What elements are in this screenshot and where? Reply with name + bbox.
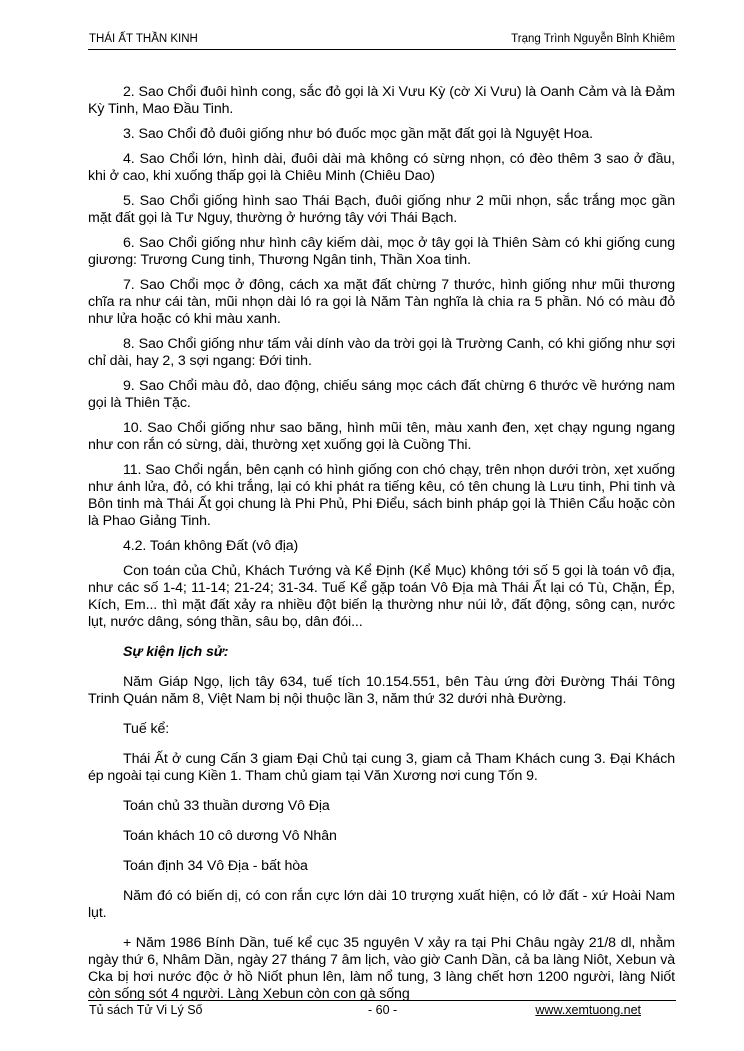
subheading-tue-ke: Tuế kể:	[123, 721, 170, 737]
paragraph: 6. Sao Chổi giống như hình cây kiếm dài, mọc ở tây gọi là Thiên Sàm có khi giống cung giương: Trương Cung tinh, Thương Ngân tinh, Thần Xoa tinh.	[88, 235, 675, 268]
page-header	[88, 30, 675, 48]
footer-website-link[interactable]: www.xemtuong.net	[535, 1003, 641, 1017]
paragraph: 10. Sao Chổi giống như sao băng, hình mũi tên, màu xanh đen, xẹt chạy ngung ngang như con rắn có sừng, dài, thường xẹt xuống gọi là Cuồng Thi.	[88, 420, 675, 453]
paragraph: Thái Ất ở cung Cấn 3 giam Đại Chủ tại cung 3, giam cả Tham Khách cung 3. Đại Khách ép ngoài tại cung Kiền 1. Tham chủ giam tại Văn Xương nơi cung Tốn 9.	[88, 751, 675, 784]
header-book-title: THÁI ẤT THẦN KINH	[89, 33, 198, 45]
section-heading: 4.2. Toán không Đất (vô địa)	[123, 538, 299, 554]
paragraph: 5. Sao Chổi giống hình sao Thái Bạch, đuôi giống như 2 mũi nhọn, sắc trắng mọc gần mặt đất gọi là Tư Nguy, thường ở hướng tây với Thái Bạch.	[88, 193, 675, 226]
page-footer	[88, 1003, 676, 1021]
paragraph: 4. Sao Chổi lớn, hình dài, đuôi dài mà không có sừng nhọn, có đèo thêm 3 sao ở đầu, khi ở cao, khi xuống thấp gọi là Chiêu Minh (Chiêu Dao)	[88, 151, 675, 184]
header-author: Trạng Trình Nguyễn Bỉnh Khiêm	[511, 33, 675, 45]
footer-series-title: Tủ sách Tử Vi Lý Số	[89, 1003, 203, 1017]
page-body	[88, 84, 675, 1003]
paragraph: + Năm 1986 Bính Dần, tuế kể cục 35 nguyên V xảy ra tại Phi Châu ngày 21/8 dl, nhằm ngày thứ 6, Nhâm Dần, ngày 27 tháng 7 âm lịch, vào giờ Canh Dần, cả ba làng Niôt, Xebun và Cka bị hơi nước độc ở hồ Niốt phun lên, làm nổ tung, 3 làng chết hơn 1200 người, làng Niốt còn sống sót 4 người. Làng Xebun còn con gà sống	[88, 935, 675, 1002]
page-number: - 60 -	[368, 1003, 398, 1017]
paragraph: 7. Sao Chổi mọc ở đông, cách xa mặt đất chừng 7 thước, hình giống như mũi thương chĩa ra như cái tàn, mũi nhọn dài ló ra gọi là Năm Tàn nghĩa là chia ra 5 phần. Nó có màu đỏ như lửa hoặc có khi màu xanh.	[88, 277, 675, 327]
paragraph: 2. Sao Chổi đuôi hình cong, sắc đỏ gọi là Xi Vưu Kỳ (cờ Xi Vưu) là Oanh Cảm và là Đảm Kỳ Tinh, Mao Đầu Tinh.	[88, 84, 675, 117]
paragraph: 3. Sao Chổi đỏ đuôi giống như bó đuốc mọc gần mặt đất gọi là Nguyệt Hoa.	[123, 126, 594, 142]
footer-divider	[88, 1000, 676, 1001]
paragraph: Toán chủ 33 thuần dương Vô Địa	[123, 798, 330, 814]
paragraph: Toán khách 10 cô dương Vô Nhân	[123, 828, 337, 844]
paragraph: 11. Sao Chổi ngắn, bên cạnh có hình giống con chó chạy, trên nhọn dưới tròn, xẹt xuống như ánh lửa, đỏ, có khi trắng, lại có khi phát ra tiếng kêu, có tên chung là Lưu tinh, Phi tinh và Bôn tinh mà Thái Ất gọi chung là Phi Phủ, Phi Điểu, sách binh pháp gọi là Thiên Cẩu hoặc còn là Phao Giảng Tinh.	[88, 462, 675, 529]
paragraph: 8. Sao Chổi giống như tấm vải dính vào da trời gọi là Trường Canh, có khi giống như sợi chỉ dài, hay 2, 3 sợi ngang: Đới tinh.	[88, 336, 675, 369]
paragraph: Năm Giáp Ngọ, lịch tây 634, tuế tích 10.154.551, bên Tàu ứng đời Đường Thái Tông Trinh Quán năm 8, Việt Nam bị nội thuộc lần 3, năm thứ 32 dưới nhà Đường.	[88, 674, 675, 707]
paragraph: Toán định 34 Vô Địa - bất hòa	[123, 858, 308, 874]
paragraph: Con toán của Chủ, Khách Tướng và Kể Định (Kể Mục) không tới số 5 gọi là toán vô địa, như các số 1-4; 11-14; 21-24; 31-34. Tuế Kể gặp toán Vô Địa mà Thái Ất lại có Tù, Chặn, Ép, Kích, Em... thì mặt đất xảy ra nhiều đột biến lạ thường như núi lở, đất động, sông cạn, nước lụt, nước dâng, sóng thần, sâu bọ, dân đói...	[88, 563, 675, 630]
header-divider	[88, 49, 676, 50]
paragraph: Năm đó có biến dị, có con rắn cực lớn dài 10 trượng xuất hiện, có lở đất - xứ Hoài Nam lụt.	[88, 888, 675, 921]
subheading-historical-events: Sự kiện lịch sử:	[123, 644, 229, 660]
paragraph: 9. Sao Chổi màu đỏ, dao động, chiếu sáng mọc cách đất chừng 6 thước về hướng nam gọi là Thiên Tặc.	[88, 378, 675, 411]
